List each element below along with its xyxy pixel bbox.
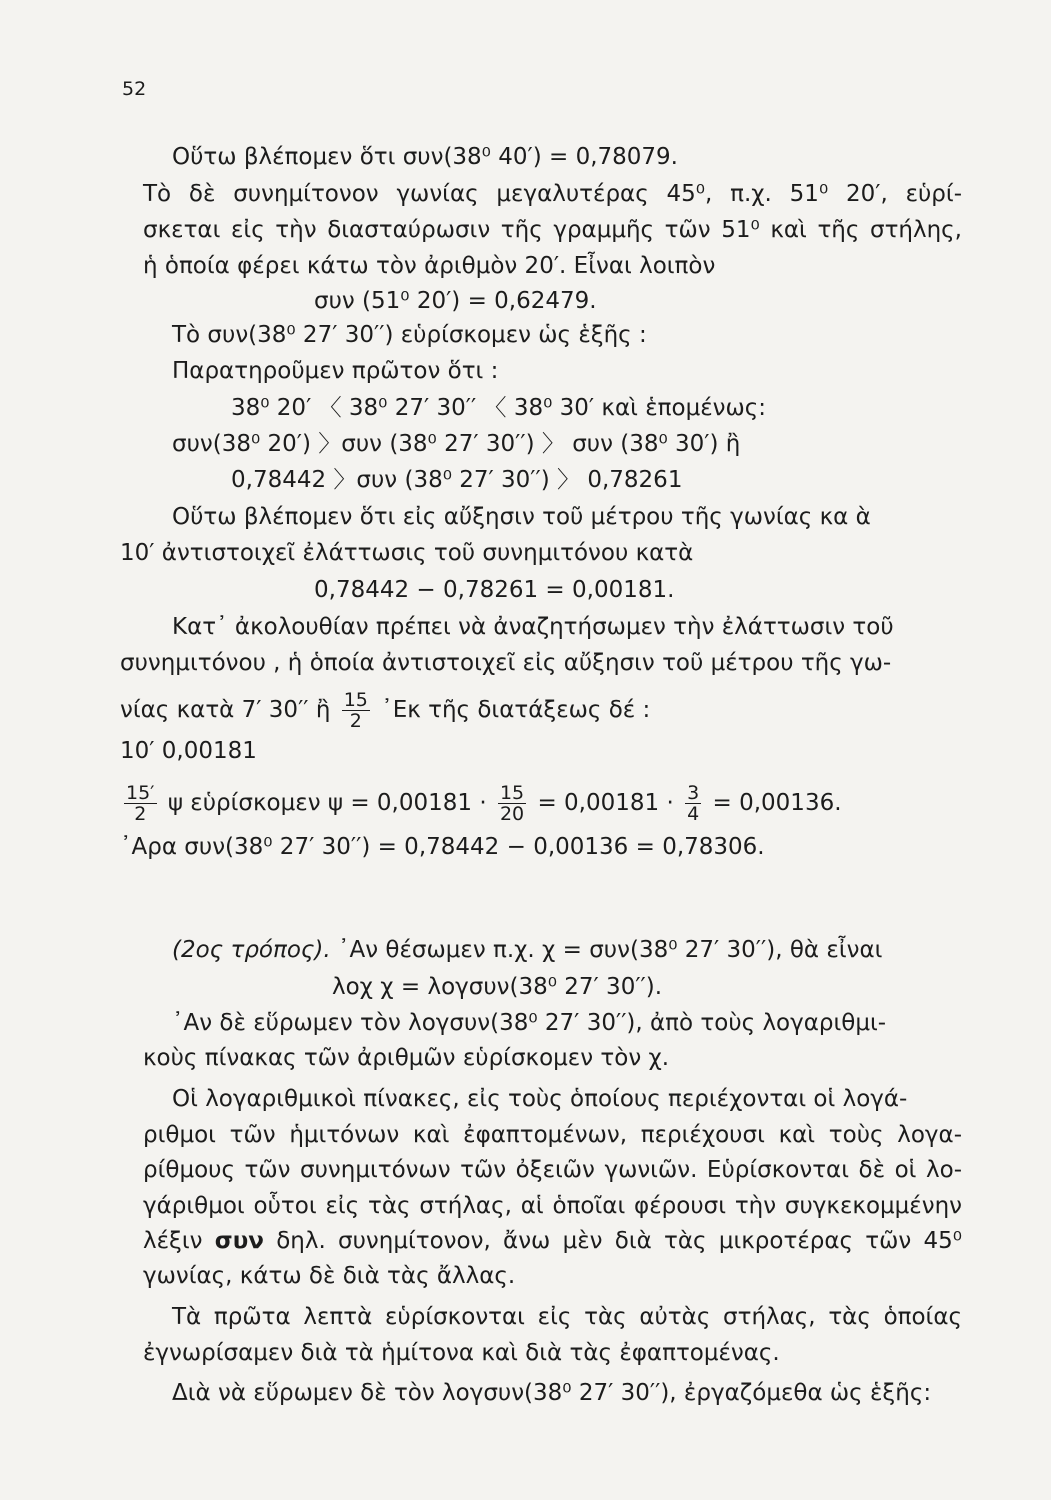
text-line-5: συν (51⁰ 20′) = 0,62479.	[314, 288, 597, 314]
text-line-14: Κατ᾽ ἀκολουθίαν πρέπει νὰ ἀναζητήσωμεν τὴν ἐλάττωσιν τοῦ	[172, 614, 894, 640]
method-text: ᾽Αν θέσωμεν π.χ. χ = συν(38⁰ 27′ 30′′), θὰ εἶναι	[338, 937, 883, 963]
fraction-denominator: 20	[499, 803, 525, 825]
equation-line-3	[120, 783, 910, 824]
eq3-text-3: = 0,00136.	[712, 790, 842, 816]
text-line-19: Οἱ λογαριθμικοὶ πίνακες, εἰς τοὺς ὁποίους περιέχονται οἱ λογά-	[172, 1086, 908, 1112]
equation-line-1	[120, 690, 910, 731]
text-line-2: Τὸ δὲ συνημίτονον γωνίας μεγαλυτέρας 45⁰, π.χ. 51⁰ 20′, εὑρί-	[143, 181, 962, 207]
text-line-26: ἐγνωρίσαμεν διὰ τὰ ἡμίτονα καὶ διὰ τὰς ἐφαπτομένας.	[143, 1340, 780, 1366]
equation-line-2: 10′ 0,00181	[120, 738, 257, 764]
text-line-22: γάριθμοι οὗτοι εἰς τὰς στήλας, αἱ ὁποῖαι φέρουσι τὴν συγκεκομμένην	[143, 1193, 962, 1219]
text-line-16: λοχ χ = λογσυν(38⁰ 27′ 30′′).	[332, 974, 663, 1000]
text-line-3: σκεται εἰς τὴν διασταύρωσιν τῆς γραμμῆς τῶν 51⁰ καὶ τῆς στήλης,	[143, 217, 962, 243]
text-line-10: 0,78442 〉συν (38⁰ 27′ 30′′) 〉 0,78261	[231, 467, 683, 493]
text-line-24: γωνίας, κάτω δὲ διὰ τὰς ἄλλας.	[143, 1263, 516, 1289]
fraction-numerator: 15	[499, 782, 525, 804]
fraction-3-4	[685, 783, 701, 824]
text-line-27: Διὰ νὰ εὕρωμεν δὲ τὸν λογσυν(38⁰ 27′ 30′′), ἐργαζόμεθα ὡς ἑξῆς:	[172, 1380, 932, 1406]
text-line-20: ριθμοι τῶν ἡμιτόνων καὶ ἐφαπτομένων, περιέχουσι καὶ τοὺς λογα-	[143, 1122, 962, 1148]
fraction-denominator: 2	[134, 803, 147, 825]
fraction-numerator: 15′	[126, 782, 155, 804]
text-line-7: Παρατηροῦμεν πρῶτον ὅτι :	[172, 358, 499, 384]
text-line-12: 10′ ἀντιστοιχεῖ ἐλάττωσις τοῦ συνημιτόνου κατὰ	[120, 540, 694, 566]
text-line-8: 38⁰ 20′ 〈 38⁰ 27′ 30′′ 〈 38⁰ 30′ καὶ ἑπομένως:	[231, 395, 767, 421]
fraction-15min-2	[124, 783, 157, 824]
page-number: 52	[122, 78, 147, 100]
text-line-15: συνημιτόνου , ἡ ὁποία ἀντιστοιχεῖ εἰς αὔξησιν τοῦ μέτρου τῆς γω-	[120, 650, 892, 676]
text-line-11: Οὕτω βλέπομεν ὅτι εἰς αὔξησιν τοῦ μέτρου τῆς γωνίας κα ὰ	[172, 504, 871, 530]
bold-word: συν	[214, 1228, 264, 1254]
text-line-18: κοὺς πίνακας τῶν ἀριθμῶν εὑρίσκομεν τὸν χ.	[143, 1045, 670, 1071]
eq3-text-1: ψ εὑρίσκομεν ψ = 0,00181 ·	[167, 790, 487, 816]
fraction-numerator: 3	[687, 782, 700, 804]
text-line-17: ᾽Αν δὲ εὕρωμεν τὸν λογσυν(38⁰ 27′ 30′′), ἀπὸ τοὺς λογαριθμι-	[172, 1010, 887, 1036]
bold-line-before: λέξιν	[143, 1228, 203, 1254]
text-line-6: Τὸ συν(38⁰ 27′ 30′′) εὑρίσκομεν ὡς ἑξῆς :	[172, 322, 647, 348]
text-line-1: Οὕτω βλέπομεν ὅτι συν(38⁰ 40′) = 0,78079.	[172, 144, 678, 170]
eq3-text-2: = 0,00181 ·	[537, 790, 674, 816]
fraction-denominator: 2	[349, 710, 362, 732]
text-line-21: ρίθμους τῶν συνημιτόνων τῶν ὀξειῶν γωνιῶν. Εὑρίσκονται δὲ οἱ λο-	[143, 1157, 962, 1183]
eq1-before: νίας κατὰ 7′ 30′′ ἢ	[120, 697, 331, 723]
equation-line-4: ᾽Αρα συν(38⁰ 27′ 30′′) = 0,78442 − 0,00136 = 0,78306.	[120, 834, 765, 860]
eq1-after: ᾽Εκ τῆς διατάξεως δέ :	[381, 697, 651, 723]
text-line-25: Τὰ πρῶτα λεπτὰ εὑρίσκονται εἰς τὰς αὐτὰς στήλας, τὰς ὁποίας	[172, 1304, 962, 1330]
text-line-9: συν(38⁰ 20′) 〉συν (38⁰ 27′ 30′′) 〉 συν (38⁰ 30′) ἢ	[172, 431, 741, 457]
text-line-13: 0,78442 − 0,78261 = 0,00181.	[314, 577, 675, 603]
fraction-numerator: 15	[343, 689, 368, 711]
text-line-23	[143, 1224, 962, 1258]
text-line-4: ἡ ὁποία φέρει κάτω τὸν ἀριθμὸν 20′. Εἶναι λοιπὸν	[143, 253, 716, 279]
fraction-denominator: 4	[687, 803, 700, 825]
bold-line-after: δηλ. συνημίτονον, ἄνω μὲν διὰ τὰς μικροτέρας τῶν 45⁰	[276, 1228, 962, 1254]
fraction-15-20	[498, 783, 526, 824]
method-label: (2ος τρόπος).	[172, 937, 331, 963]
fraction-15-2	[342, 690, 370, 731]
method-line	[172, 933, 962, 967]
